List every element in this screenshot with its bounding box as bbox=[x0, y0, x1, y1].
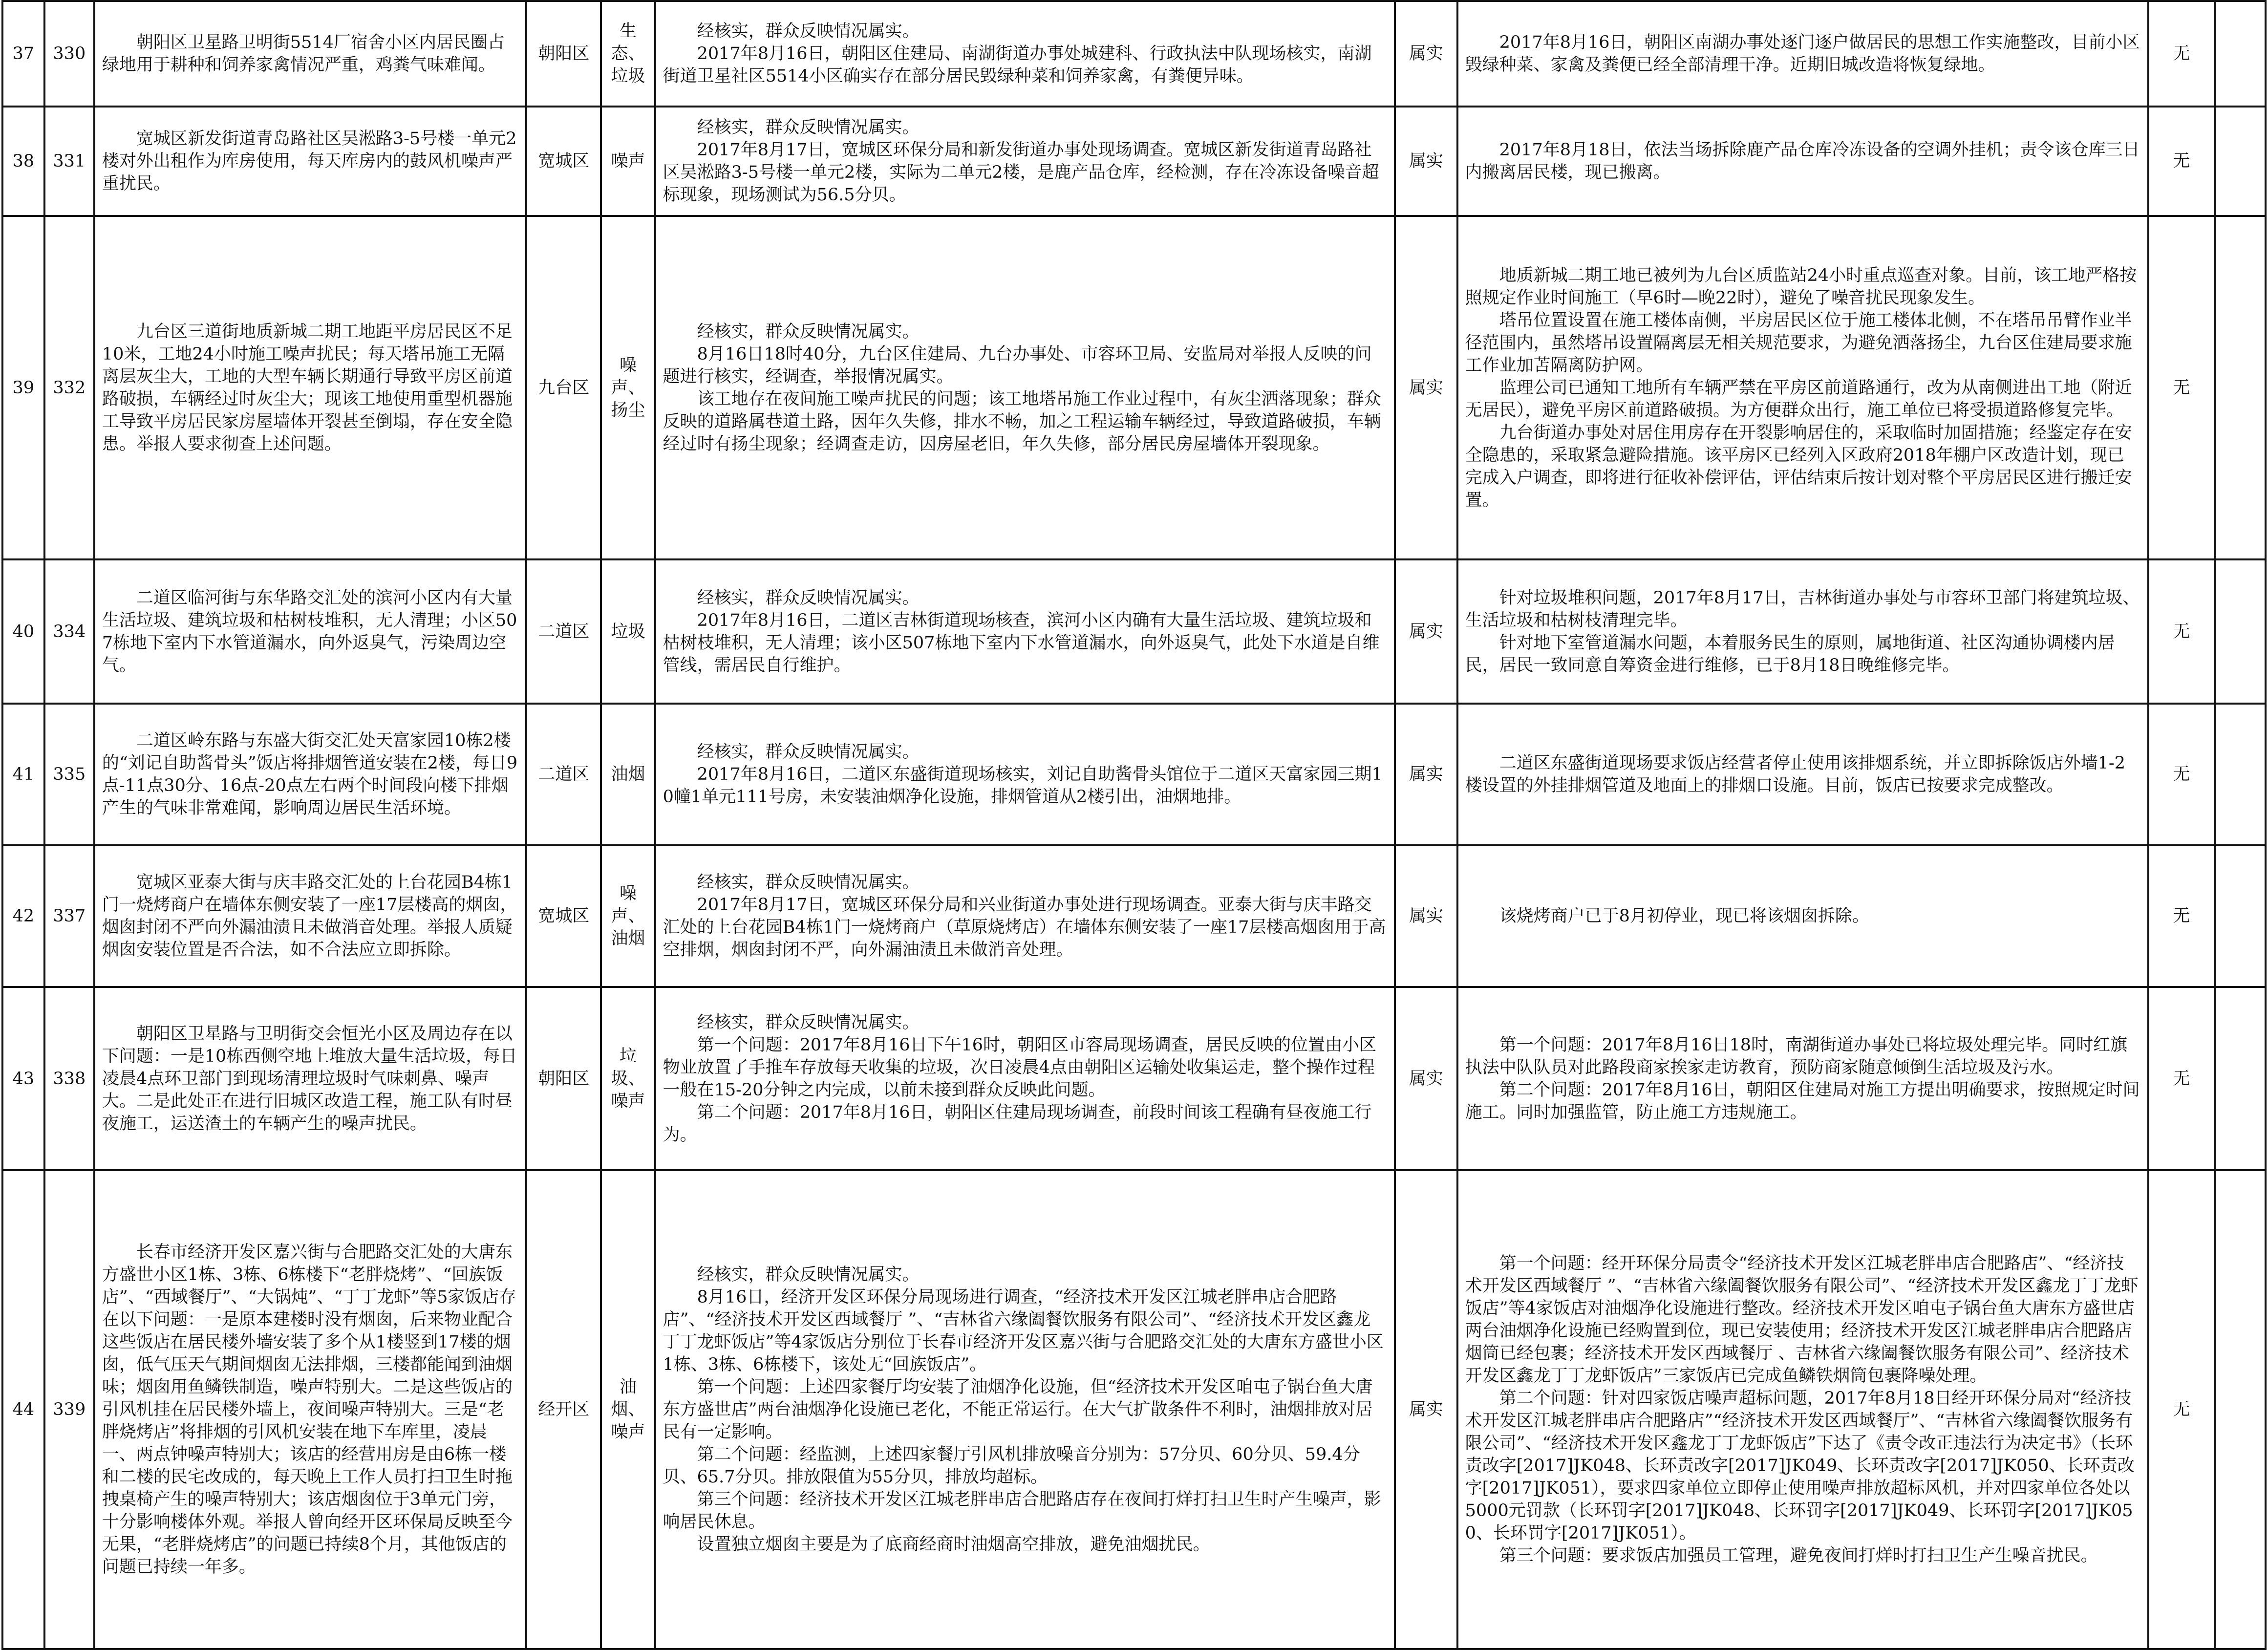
handling-result-paragraph: 针对地下室管道漏水问题，本着服务民生的原则，属地街道、社区沟通协调楼内居民，居民一致同意自筹资金进行维修，已于8月18日晚维修完毕。 bbox=[1465, 633, 2115, 675]
complaint-content-paragraph: 宽城区亚泰大街与庆丰路交汇处的上台花园B4栋1门一烧烤商户在墙体东侧安装了一座17层楼高的烟囱，烟囱封闭不严向外漏油渍且未做消音处理。举报人质疑烟囱安装位置是否合法，如不合法应立即拆除。 bbox=[102, 873, 517, 960]
pollution-type-text: 噪声 bbox=[611, 151, 645, 171]
district-cell bbox=[526, 704, 601, 845]
remarks-cell bbox=[2215, 1, 2266, 107]
row-index-cell bbox=[2, 704, 44, 845]
accountability-text: 无 bbox=[2173, 44, 2190, 64]
handling-result-paragraph: 第二个问题：2017年8月16日，朝阳区住建局对施工方提出明确要求，按照规定时间施工。同时加强监管，防止施工方违规施工。 bbox=[1465, 1080, 2140, 1122]
district-cell bbox=[526, 107, 601, 216]
verdict-text: 属实 bbox=[1409, 1400, 1443, 1419]
verdict-text: 属实 bbox=[1409, 621, 1443, 642]
investigation-result-paragraph: 8月16日，经济开发区环保分局现场进行调查，“经济技术开发区江城老胖串店合肥路店”、“经济技术开发区西域餐厅 ”、“吉林省六缘阖餐饮服务有限公司”、“经济技术开发区鑫龙丁丁龙虾饭店”等4家饭店分别位于长春市经济开发区嘉兴街与合肥路交汇处的大唐东方盛世小区1栋、3栋、6栋楼下，该处无“回族饭店”。 bbox=[663, 1287, 1384, 1374]
pollution-type-cell bbox=[601, 845, 655, 987]
investigation-result-paragraph: 2017年8月17日，宽城区环保分局和兴业街道办事处进行现场调查。亚泰大街与庆丰路交汇处的上台花园B4栋1门一烧烤商户（草原烧烤店）在墙体东侧安装了一座17层楼高烟囱用于高空排烟，烟囱封闭不严，向外漏油渍且未做消音处理。 bbox=[663, 895, 1386, 960]
remarks-cell bbox=[2215, 987, 2266, 1170]
complaint-content-cell bbox=[94, 1170, 526, 1649]
pollution-type-cell bbox=[601, 1, 655, 107]
handling-result-paragraph: 第一个问题：2017年8月16日18时，南湖街道办事处已将垃圾处理完毕。同时红旗执法中队队员对此路段商家挨家走访教育，预防商家随意倾倒生活垃圾及污水。 bbox=[1465, 1035, 2128, 1077]
district-text: 宽城区 bbox=[538, 151, 590, 171]
pollution-type-text: 油烟、噪声 bbox=[611, 1377, 645, 1442]
table-row bbox=[2, 845, 2266, 987]
pollution-type-cell bbox=[601, 987, 655, 1170]
accountability-text: 无 bbox=[2173, 378, 2190, 398]
table-row bbox=[2, 559, 2266, 704]
pollution-type-text: 噪声、扬尘 bbox=[611, 355, 645, 420]
pollution-type-cell bbox=[601, 216, 655, 559]
verdict-cell bbox=[1395, 216, 1457, 559]
accountability-cell bbox=[2148, 559, 2215, 704]
investigation-result-paragraph: 经核实，群众反映情况属实。 bbox=[697, 742, 920, 762]
complaint-number-cell bbox=[44, 704, 94, 845]
investigation-result-paragraph: 经核实，群众反映情况属实。 bbox=[697, 21, 920, 41]
accountability-cell bbox=[2148, 216, 2215, 559]
complaint-content-paragraph: 二道区岭东路与东盛大街交汇处天富家园10栋2楼的“刘记自助酱骨头”饭店将排烟管道安装在2楼，每日9点-11点30分、16点-20点左右两个时间段向楼下排烟产生的气味非常难闻，影响周边居民生活环境。 bbox=[102, 731, 518, 818]
pollution-type-text: 噪声、油烟 bbox=[611, 884, 645, 948]
verdict-text: 属实 bbox=[1409, 378, 1443, 398]
row-index-cell bbox=[2, 107, 44, 216]
investigation-result-paragraph: 经核实，群众反映情况属实。 bbox=[697, 321, 920, 342]
complaint-content-paragraph: 长春市经济开发区嘉兴街与合肥路交汇处的大唐东方盛世小区1栋、3栋、6栋楼下“老胖烧烤”、“回族饭店”、“西域餐厅”、“大锅炖”、“丁丁龙虾”等5家饭店存在以下问题：一是原本建楼时没有烟囱，后来物业配合这些饭店在居民楼外墙安装了多个从1楼竖到17楼的烟囱，低气压天气期间烟囱无法排烟，三楼都能闻到油烟味；烟囱用鱼鳞铁制造，噪声特别大。二是这些饭店的引风机挂在居民楼外墙上，夜间噪声特别大。三是“老胖烧烤店”将排烟的引风机安装在地下车库里，凌晨一、两点钟噪声特别大；该店的经营用房是由6栋一楼和二楼的民宅改成的，每天晚上工作人员打扫卫生时拖拽桌椅产生的噪声特别大；该店烟囱位于3单元门旁，十分影响楼体外观。举报人曾向经开区环保局反映至今无果，“老胖烧烤店”的问题已持续8个月，其他饭店的问题已持续一年多。 bbox=[102, 1243, 516, 1577]
handling-result-cell bbox=[1457, 845, 2148, 987]
handling-result-cell bbox=[1457, 1, 2148, 107]
complaint-number-cell bbox=[44, 1170, 94, 1649]
row-index-cell bbox=[2, 559, 44, 704]
district-text: 宽城区 bbox=[538, 906, 590, 926]
investigation-result-paragraph: 2017年8月17日，宽城区环保分局和新发街道办事处现场调查。宽城区新发街道青岛路社区吴淞路3-5号楼一单元2楼，实际为二单元2楼，是鹿产品仓库，经检测，存在冷冻设备噪音超标现象，现场测试为56.5分贝。 bbox=[663, 140, 1379, 205]
district-cell bbox=[526, 1, 601, 107]
handling-result-paragraph: 2017年8月16日，朝阳区南湖办事处逐门逐户做居民的思想工作实施整改，目前小区毁绿种菜、家禽及粪便已经全部清理干净。近期旧城改造将恢复绿地。 bbox=[1465, 33, 2140, 75]
complaint-content-cell bbox=[94, 107, 526, 216]
verdict-cell bbox=[1395, 987, 1457, 1170]
investigation-result-paragraph: 第二个问题：经监测，上述四家餐厅引风机排放噪音分别为：57分贝、60分贝、59.4分贝、65.7分贝。排放限值为55分贝，排放均超标。 bbox=[663, 1445, 1360, 1487]
remarks-cell bbox=[2215, 216, 2266, 559]
investigation-result-paragraph: 第二个问题：2017年8月16日，朝阳区住建局现场调查，前段时间该工程确有昼夜施工行为。 bbox=[663, 1102, 1372, 1145]
remarks-cell bbox=[2215, 107, 2266, 216]
table-row bbox=[2, 1, 2266, 107]
accountability-cell bbox=[2148, 987, 2215, 1170]
district-cell bbox=[526, 845, 601, 987]
investigation-result-cell bbox=[655, 1, 1395, 107]
row-index-text: 42 bbox=[12, 906, 35, 926]
table-row bbox=[2, 704, 2266, 845]
accountability-cell bbox=[2148, 107, 2215, 216]
investigation-result-paragraph: 2017年8月16日，二道区吉林街道现场核查，滨河小区内确有大量生活垃圾、建筑垃圾和枯树枝堆积，无人清理；该小区507栋地下室内下水管道漏水，向外返臭气，此处下水道是自维管线，需居民自行维护。 bbox=[663, 610, 1380, 675]
handling-result-cell bbox=[1457, 1170, 2148, 1649]
investigation-result-cell bbox=[655, 107, 1395, 216]
handling-result-cell bbox=[1457, 559, 2148, 704]
complaint-number-text: 338 bbox=[53, 1069, 86, 1089]
handling-result-paragraph: 塔吊位置设置在施工楼体南侧，平房居民区位于施工楼体北侧，不在塔吊吊臂作业半径范围内，虽然塔吊设置隔离层无相关规范要求，为避免洒落扬尘，九台区住建局要求施工作业加苫隔离防护网。 bbox=[1465, 310, 2132, 375]
investigation-result-paragraph: 2017年8月16日，朝阳区住建局、南湖街道办事处城建科、行政执法中队现场核实，南湖街道卫星社区5514小区确实存在部分居民毁绿种菜和饲养家禽，有粪便异味。 bbox=[663, 44, 1372, 86]
district-text: 九台区 bbox=[538, 378, 590, 398]
pollution-type-text: 油烟 bbox=[611, 765, 645, 784]
investigation-result-paragraph: 经核实，群众反映情况属实。 bbox=[697, 588, 920, 608]
row-index-text: 44 bbox=[12, 1400, 35, 1419]
remarks-cell bbox=[2215, 704, 2266, 845]
handling-result-paragraph: 2017年8月18日，依法当场拆除鹿产品仓库冷冻设备的空调外挂机；责令该仓库三日内搬离居民楼，现已搬离。 bbox=[1465, 140, 2140, 182]
verdict-cell bbox=[1395, 704, 1457, 845]
complaint-number-cell bbox=[44, 987, 94, 1170]
verdict-text: 属实 bbox=[1409, 765, 1443, 784]
investigation-result-paragraph: 经核实，群众反映情况属实。 bbox=[697, 1012, 920, 1032]
investigation-result-cell bbox=[655, 845, 1395, 987]
accountability-text: 无 bbox=[2173, 1069, 2190, 1089]
pollution-type-text: 垃圾 bbox=[611, 621, 645, 642]
pollution-type-text: 生态、垃圾 bbox=[611, 21, 645, 86]
accountability-text: 无 bbox=[2173, 765, 2190, 784]
complaint-content-cell bbox=[94, 845, 526, 987]
handling-result-cell bbox=[1457, 216, 2148, 559]
investigation-result-cell bbox=[655, 1170, 1395, 1649]
row-index-cell bbox=[2, 1, 44, 107]
investigation-result-paragraph: 第一个问题：上述四家餐厅均安装了油烟净化设施，但“经济技术开发区咱屯子锅台鱼大唐东方盛世店”两台油烟净化设施已老化，不能正常运行。在大气扩散条件不利时，油烟排放对居民有一定影响。 bbox=[663, 1377, 1373, 1442]
complaint-number-text: 331 bbox=[53, 151, 86, 171]
district-text: 经开区 bbox=[538, 1400, 590, 1419]
pollution-type-cell bbox=[601, 107, 655, 216]
verdict-cell bbox=[1395, 845, 1457, 987]
accountability-cell bbox=[2148, 845, 2215, 987]
remarks-cell bbox=[2215, 845, 2266, 987]
complaint-content-paragraph: 朝阳区卫星路卫明街5514厂宿舍小区内居民圈占绿地用于耕种和饲养家禽情况严重，鸡粪气味难闻。 bbox=[102, 33, 505, 75]
handling-result-paragraph: 监理公司已通知工地所有车辆严禁在平房区前道路通行，改为从南侧进出工地（附近无居民），避免平房区前道路破损。为方便群众出行，施工单位已将受损道路修复完毕。 bbox=[1465, 378, 2132, 420]
accountability-cell bbox=[2148, 1, 2215, 107]
investigation-result-paragraph: 第三个问题：经济技术开发区江城老胖串店合肥路店存在夜间打烊打扫卫生时产生噪声，影响居民休息。 bbox=[663, 1490, 1381, 1532]
row-index-cell bbox=[2, 216, 44, 559]
district-text: 二道区 bbox=[538, 621, 590, 642]
handling-result-paragraph: 第二个问题：针对四家饭店噪声超标问题，2017年8月18日经开环保分局对“经济技术开发区江城老胖串店合肥路店”“经济技术开发区西域餐厅”、“吉林省六缘阖餐饮服务有限公司”、“经济技术开发区鑫龙丁丁龙虾饭店”下达了《责令改正违法行为决定书》（长环责改字[2017]JK048、长环责改字[2017]JK049、长环责改字[2017]JK050、长环责改字[2017]JK051），要求四家单位立即停止使用噪声排放超标风机，并对四家单位各处以5000元罚款（长环罚字[2017]JK048、长环罚字[2017]JK049、长环罚字[2017]JK050、长环罚字[2017]JK051）。 bbox=[1465, 1389, 2135, 1543]
handling-result-paragraph: 该烧烤商户已于8月初停业，现已将该烟囱拆除。 bbox=[1499, 906, 1869, 926]
handling-result-cell bbox=[1457, 107, 2148, 216]
handling-result-cell bbox=[1457, 704, 2148, 845]
verdict-text: 属实 bbox=[1409, 1069, 1443, 1089]
accountability-text: 无 bbox=[2173, 151, 2190, 171]
pollution-type-cell bbox=[601, 559, 655, 704]
district-cell bbox=[526, 216, 601, 559]
complaint-content-paragraph: 二道区临河街与东华路交汇处的滨河小区内有大量生活垃圾、建筑垃圾和枯树枝堆积，无人清理；小区507栋地下室内下水管道漏水，向外返臭气，污染周边空气。 bbox=[102, 588, 517, 675]
complaint-content-paragraph: 宽城区新发街道青岛路社区吴淞路3-5号楼一单元2楼对外出租作为库房使用，每天库房内的鼓风机噪声严重扰民。 bbox=[102, 129, 517, 193]
complaint-number-cell bbox=[44, 845, 94, 987]
district-cell bbox=[526, 1170, 601, 1649]
district-text: 二道区 bbox=[538, 765, 590, 784]
row-index-cell bbox=[2, 1170, 44, 1649]
row-index-text: 37 bbox=[12, 44, 35, 64]
row-index-cell bbox=[2, 845, 44, 987]
row-index-text: 38 bbox=[12, 151, 35, 171]
district-cell bbox=[526, 987, 601, 1170]
investigation-result-cell bbox=[655, 216, 1395, 559]
investigation-result-paragraph: 第一个问题：2017年8月16日下午16时，朝阳区市容局现场调查，居民反映的位置由小区物业放置了手推车存放每天收集的垃圾，次日凌晨4点由朝阳区运输处收集运走，整个操作过程一般在15-20分钟之内完成，以前未接到群众反映此问题。 bbox=[663, 1035, 1377, 1100]
investigation-result-paragraph: 2017年8月16日，二道区东盛街道现场核实，刘记自助酱骨头馆位于二道区天富家园三期10幢1单元111号房，未安装油烟净化设施，排烟管道从2楼引出，油烟地排。 bbox=[663, 765, 1383, 807]
accountability-text: 无 bbox=[2173, 906, 2190, 926]
complaint-number-cell bbox=[44, 559, 94, 704]
verdict-text: 属实 bbox=[1409, 44, 1443, 64]
handling-result-paragraph: 九台街道办事处对居住用房存在开裂影响居住的，采取临时加固措施；经鉴定存在安全隐患的，采取紧急避险措施。该平房区已经列入区政府2018年棚户区改造计划，现已完成入户调查，即将进行征收补偿评估，评估结束后按计划对整个平房居民区进行搬迁安置。 bbox=[1465, 423, 2132, 510]
verdict-cell bbox=[1395, 1170, 1457, 1649]
investigation-result-paragraph: 经核实，群众反映情况属实。 bbox=[697, 873, 920, 892]
verdict-text: 属实 bbox=[1409, 151, 1443, 171]
complaint-number-text: 339 bbox=[53, 1400, 86, 1419]
remarks-cell bbox=[2215, 559, 2266, 704]
table-row bbox=[2, 1170, 2266, 1649]
complaint-number-text: 334 bbox=[53, 621, 86, 642]
pollution-type-cell bbox=[601, 704, 655, 845]
investigation-result-paragraph: 经核实，群众反映情况属实。 bbox=[697, 1265, 920, 1285]
accountability-cell bbox=[2148, 704, 2215, 845]
row-index-text: 40 bbox=[12, 621, 35, 642]
complaint-content-cell bbox=[94, 559, 526, 704]
pollution-type-cell bbox=[601, 1170, 655, 1649]
handling-result-paragraph: 二道区东盛街道现场要求饭店经营者停止使用该排烟系统，并立即拆除饭店外墙1-2楼设置的外挂排烟管道及地面上的排烟口设施。目前，饭店已按要求完成整改。 bbox=[1465, 753, 2126, 795]
complaint-number-text: 330 bbox=[53, 44, 86, 64]
table-row bbox=[2, 987, 2266, 1170]
complaint-number-text: 337 bbox=[53, 906, 86, 926]
table-row bbox=[2, 216, 2266, 559]
verdict-text: 属实 bbox=[1409, 906, 1443, 926]
accountability-text: 无 bbox=[2173, 621, 2190, 642]
row-index-text: 39 bbox=[12, 378, 35, 398]
handling-result-paragraph: 地质新城二期工地已被列为九台区质监站24小时重点巡查对象。目前，该工地严格按照规定作业时间施工（早6时—晚22时），避免了噪音扰民现象发生。 bbox=[1465, 265, 2137, 308]
investigation-result-cell bbox=[655, 704, 1395, 845]
complaint-content-cell bbox=[94, 216, 526, 559]
row-index-cell bbox=[2, 987, 44, 1170]
pollution-type-text: 垃圾、噪声 bbox=[611, 1046, 645, 1111]
accountability-text: 无 bbox=[2173, 1400, 2190, 1419]
verdict-cell bbox=[1395, 107, 1457, 216]
verdict-cell bbox=[1395, 1, 1457, 107]
investigation-result-paragraph: 经核实，群众反映情况属实。 bbox=[697, 118, 920, 137]
complaint-content-cell bbox=[94, 987, 526, 1170]
verdict-cell bbox=[1395, 559, 1457, 704]
row-index-text: 43 bbox=[12, 1069, 35, 1089]
complaint-content-cell bbox=[94, 704, 526, 845]
handling-result-paragraph: 第三个问题：要求饭店加强员工管理，避免夜间打烊时打扫卫生产生噪音扰民。 bbox=[1499, 1546, 2098, 1565]
complaint-content-paragraph: 朝阳区卫星路与卫明街交会恒光小区及周边存在以下问题：一是10栋西侧空地上堆放大量生活垃圾，每日凌晨4点环卫部门到现场清理垃圾时气味刺鼻、噪声大。二是此处正在进行旧城区改造工程，施工队有时昼夜施工，运送渣土的车辆产生的噪声扰民。 bbox=[102, 1024, 517, 1134]
district-text: 朝阳区 bbox=[538, 1069, 590, 1089]
complaint-content-paragraph: 九台区三道街地质新城二期工地距平房居民区不足10米，工地24小时施工噪声扰民；每天塔吊施工无隔离层灰尘大，工地的大型车辆长期通行导致平房区前道路破损，车辆经过时灰尘大；现该工地使用重型机器施工导致平房居民家房屋墙体开裂甚至倒塌，存在安全隐患。举报人要求彻查上述问题。 bbox=[102, 321, 513, 454]
investigation-result-paragraph: 设置独立烟囱主要是为了底商经商时油烟高空排放，避免油烟扰民。 bbox=[697, 1535, 1210, 1554]
district-text: 朝阳区 bbox=[538, 44, 590, 64]
investigation-result-paragraph: 该工地存在夜间施工噪声扰民的问题；该工地塔吊施工作业过程中，有灰尘洒落现象；群众反映的道路属巷道土路，因年久失修，排水不畅，加之工程运输车辆经过，导致道路破损，车辆经过时有扬尘现象；经调查走访，因房屋老旧，年久失修，部分居民房屋墙体开裂现象。 bbox=[663, 389, 1381, 454]
investigation-result-paragraph: 8月16日18时40分，九台区住建局、九台办事处、市容环卫局、安监局对举报人反映的问题进行核实，经调查，举报情况属实。 bbox=[663, 344, 1372, 386]
table-row bbox=[2, 107, 2266, 216]
handling-result-paragraph: 第一个问题：经开环保分局责令“经济技术开发区江城老胖串店合肥路店”、“经济技术开发区西域餐厅 ”、“吉林省六缘阖餐饮服务有限公司”、“经济技术开发区鑫龙丁丁龙虾饭店”等4家饭店对油烟净化设施进行整改。经济技术开发区咱屯子锅台鱼大唐东方盛世店两台油烟净化设施已经购置到位，现已安装使用；经济技术开发区江城老胖串店合肥路店烟筒已经包裹；经济技术开发区西域餐厅 、吉林省六缘阖餐饮服务有限公司”、经济技术开发区鑫龙丁丁龙虾饭店”三家饭店已完成鱼鳞铁烟筒包裹降噪处理。 bbox=[1465, 1254, 2139, 1386]
handling-result-cell bbox=[1457, 987, 2148, 1170]
investigation-result-cell bbox=[655, 987, 1395, 1170]
investigation-result-cell bbox=[655, 559, 1395, 704]
complaint-number-cell bbox=[44, 1, 94, 107]
complaint-number-text: 332 bbox=[53, 378, 86, 398]
row-index-text: 41 bbox=[12, 765, 35, 784]
complaint-content-cell bbox=[94, 1, 526, 107]
handling-result-paragraph: 针对垃圾堆积问题，2017年8月17日，吉林街道办事处与市容环卫部门将建筑垃圾、生活垃圾和枯树枝清理完毕。 bbox=[1465, 588, 2140, 630]
district-cell bbox=[526, 559, 601, 704]
accountability-cell bbox=[2148, 1170, 2215, 1649]
complaint-number-cell bbox=[44, 216, 94, 559]
remarks-cell bbox=[2215, 1170, 2266, 1649]
complaint-number-cell bbox=[44, 107, 94, 216]
complaint-table bbox=[1, 0, 2267, 1650]
complaint-number-text: 335 bbox=[53, 765, 86, 784]
